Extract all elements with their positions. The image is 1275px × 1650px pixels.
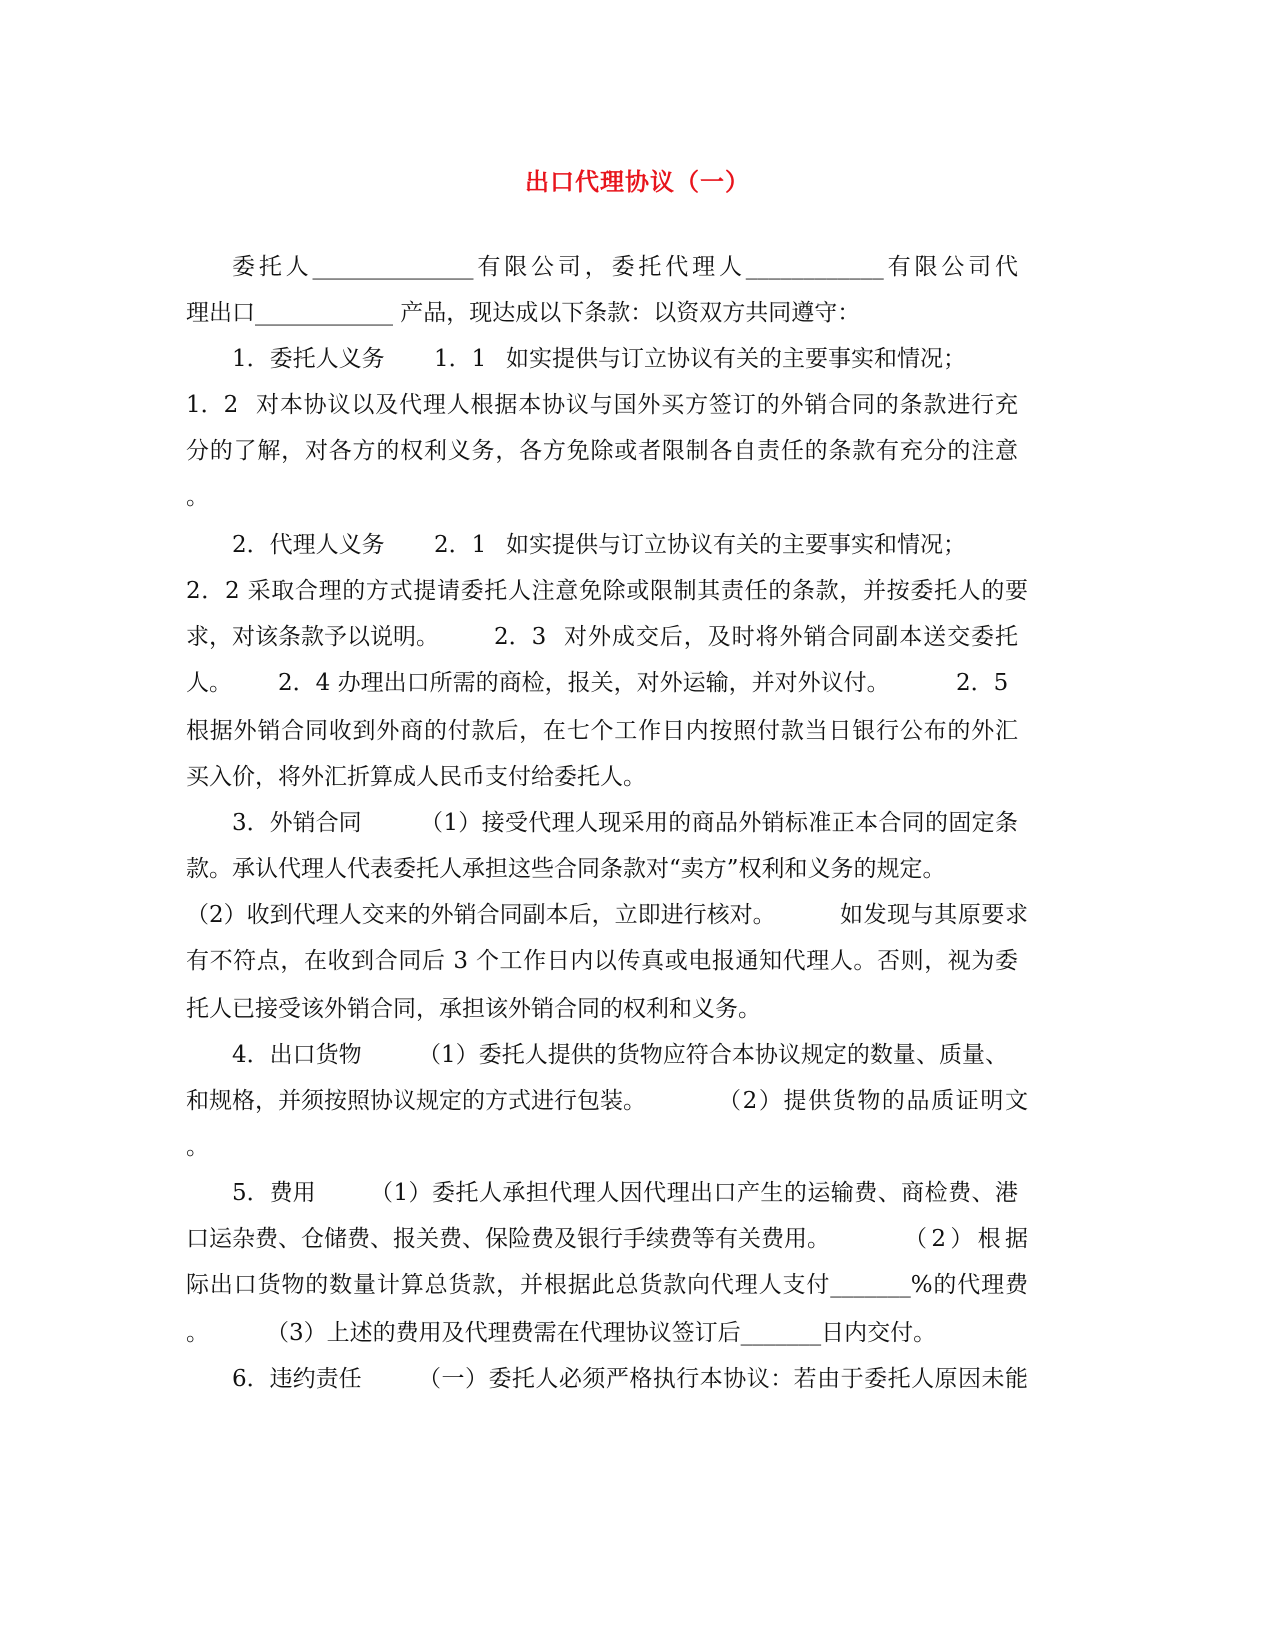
text-segment: 2．3 xyxy=(494,624,547,650)
text-segment: （2）收到代理人交来的外销合同副本后，立即进行核对。 xyxy=(186,902,776,928)
text-segment: 。 xyxy=(186,1320,209,1346)
text-segment: 2．5 xyxy=(956,670,1009,696)
text-line xyxy=(0,806,1275,840)
text-line xyxy=(0,434,1275,468)
text-line xyxy=(0,1176,1275,1210)
text-line xyxy=(0,528,1275,562)
text-line xyxy=(0,1084,1275,1118)
text-segment: 对本协议以及代理人根据本协议与国外买方签订的外销合同的条款进行充 xyxy=(256,392,1018,418)
text-segment: 。 xyxy=(186,1134,209,1160)
text-segment: 根据外销合同收到外商的付款后，在七个工作日内按照付款当日银行公布的外汇 xyxy=(186,718,1018,744)
text-line xyxy=(0,1362,1275,1396)
text-segment: 委托人______________有限公司，委托代理人____________有限公司代 xyxy=(232,254,1018,280)
text-segment: 和规格，并须按照协议规定的方式进行包装。 xyxy=(186,1088,646,1114)
text-segment: 理出口____________ 产品，现达成以下条款：以资双方共同遵守： xyxy=(186,300,861,326)
text-segment: 6．违约责任 xyxy=(232,1366,362,1392)
text-line xyxy=(0,1038,1275,1072)
text-segment: 际出口货物的数量计算总货款，并根据此总货款向代理人支付_______%的代理费 xyxy=(186,1272,1028,1298)
text-line xyxy=(0,480,1275,514)
text-line xyxy=(0,898,1275,932)
text-segment: 5．费用 xyxy=(232,1180,316,1206)
text-line xyxy=(0,388,1275,422)
text-line xyxy=(0,250,1275,284)
text-segment: 对外成交后，及时将外销合同副本送交委托 xyxy=(564,624,1018,650)
text-segment: （1）委托人提供的货物应符合本协议规定的数量、质量、 xyxy=(418,1042,1008,1068)
text-line xyxy=(0,714,1275,748)
text-line xyxy=(0,1316,1275,1350)
text-line xyxy=(0,342,1275,376)
text-line xyxy=(0,666,1275,700)
text-line xyxy=(0,1268,1275,1302)
text-segment: 1．1 xyxy=(434,346,487,372)
document-title: 出口代理协议（一） xyxy=(525,167,750,196)
text-line xyxy=(0,852,1275,886)
text-segment: （3）上述的费用及代理费需在代理协议签订后_______日内交付。 xyxy=(266,1320,937,1346)
text-segment: 托人已接受该外销合同，承担该外销合同的权利和义务。 xyxy=(186,996,761,1022)
text-line xyxy=(0,1222,1275,1256)
text-segment: 如实提供与订立协议有关的主要事实和情况； xyxy=(506,346,966,372)
text-segment: 1．委托人义务 xyxy=(232,346,385,372)
text-line xyxy=(0,992,1275,1026)
text-segment: 2．1 xyxy=(434,532,487,558)
text-segment: 4．出口货物 xyxy=(232,1042,362,1068)
text-segment: 1．2 xyxy=(186,392,239,418)
text-segment: （2）根据 xyxy=(904,1226,1028,1252)
text-segment: 口运杂费、仓储费、报关费、保险费及银行手续费等有关费用。 xyxy=(186,1226,830,1252)
text-segment: 人。 xyxy=(186,670,232,696)
text-segment: 2．4 办理出口所需的商检，报关，对外运输，并对外议付。 xyxy=(278,670,890,696)
text-segment: 。 xyxy=(186,484,209,510)
text-segment: 3．外销合同 xyxy=(232,810,362,836)
text-line xyxy=(0,944,1275,978)
text-segment: （1）委托人承担代理人因代理出口产生的运输费、商检费、港 xyxy=(370,1180,1018,1206)
text-segment: （2）提供货物的品质证明文 xyxy=(718,1088,1028,1114)
text-line xyxy=(0,1130,1275,1164)
text-segment: 2．代理人义务 xyxy=(232,532,385,558)
text-segment: 买入价，将外汇折算成人民币支付给委托人。 xyxy=(186,764,646,790)
text-segment: 如发现与其原要求 xyxy=(840,902,1028,928)
text-segment: 款。承认代理人代表委托人承担这些合同条款对“卖方”权利和义务的规定。 xyxy=(186,856,946,882)
text-segment: 2．2 采取合理的方式提请委托人注意免除或限制其责任的条款，并按委托人的要 xyxy=(186,578,1028,604)
text-segment: （1）接受代理人现采用的商品外销标准正本合同的固定条 xyxy=(420,810,1018,836)
text-segment: 如实提供与订立协议有关的主要事实和情况； xyxy=(506,532,966,558)
text-line xyxy=(0,620,1275,654)
text-line xyxy=(0,574,1275,608)
text-line xyxy=(0,760,1275,794)
text-segment: （一）委托人必须严格执行本协议：若由于委托人原因未能 xyxy=(418,1366,1028,1392)
text-line xyxy=(0,296,1275,330)
text-segment: 有不符点，在收到合同后 3 个工作日内以传真或电报通知代理人。否则，视为委 xyxy=(186,948,1018,974)
text-segment: 分的了解，对各方的权利义务，各方免除或者限制各自责任的条款有充分的注意 xyxy=(186,438,1018,464)
text-segment: 求，对该条款予以说明。 xyxy=(186,624,439,650)
